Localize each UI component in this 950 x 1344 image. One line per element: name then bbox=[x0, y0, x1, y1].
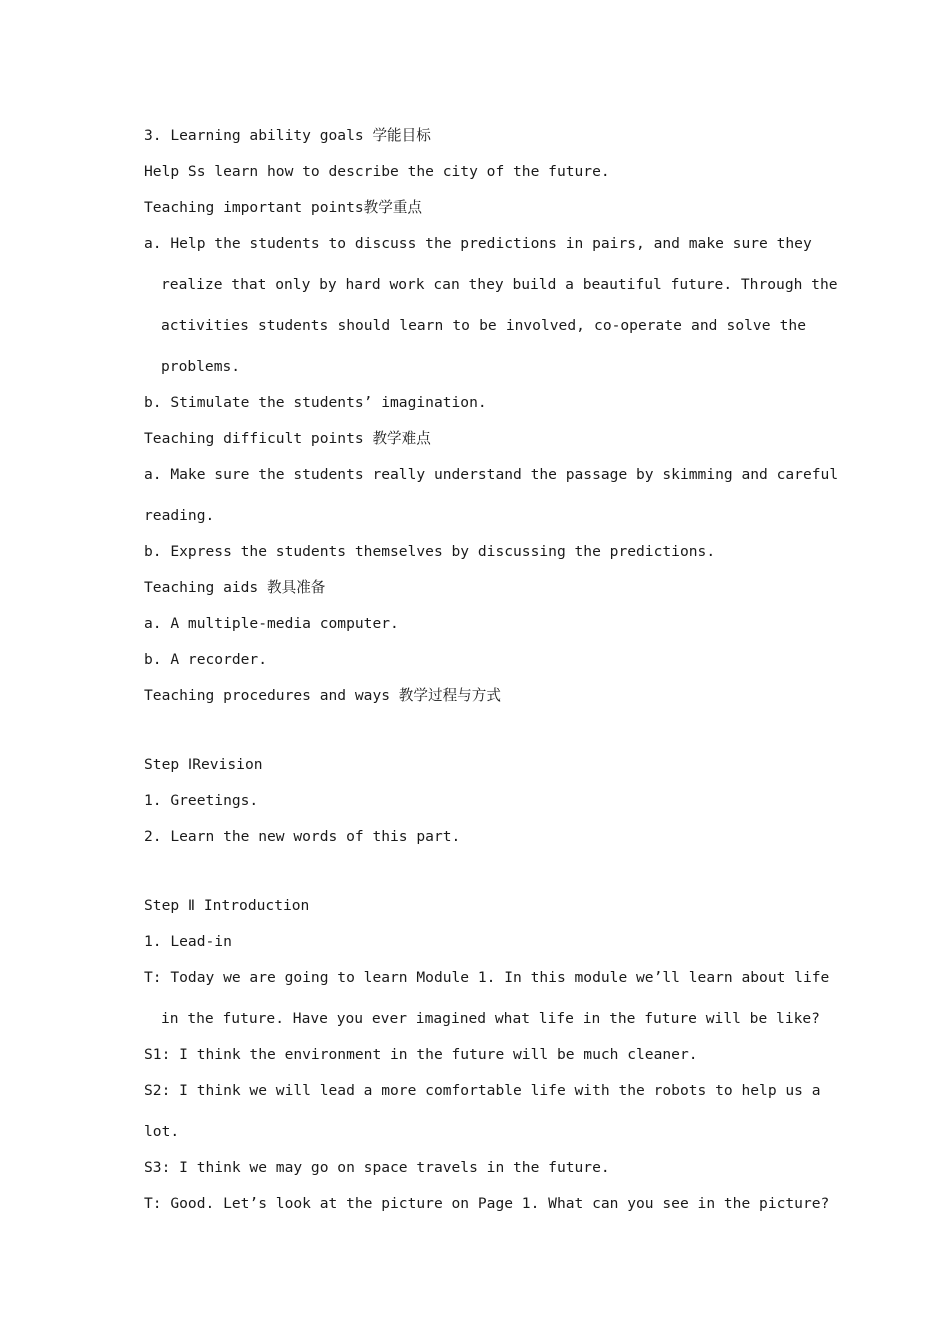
dialogue-t-picture: T: Good. Let’s look at the picture on Page 1. What can you see in the picture? bbox=[144, 1195, 830, 1212]
dialogue-t-line-1: T: Today we are going to learn Module 1. In this module we’ll learn about life bbox=[144, 969, 830, 986]
learning-ability-goals-heading: 3. Learning ability goals 学能目标 bbox=[144, 127, 431, 144]
important-points-heading: Teaching important points教学重点 bbox=[144, 199, 423, 216]
dialogue-s1: S1: I think the environment in the future will be much cleaner. bbox=[144, 1046, 698, 1063]
important-point-a-line-1: a. Help the students to discuss the predictions in pairs, and make sure they bbox=[144, 235, 812, 252]
learning-ability-goals-text: Help Ss learn how to describe the city of the future. bbox=[144, 163, 610, 180]
important-point-a-line-4: problems. bbox=[161, 358, 241, 375]
important-point-b: b. Stimulate the students’ imagination. bbox=[144, 394, 487, 411]
step-1-item-1: 1. Greetings. bbox=[144, 792, 259, 809]
important-point-a-line-3: activities students should learn to be involved, co-operate and solve the bbox=[161, 317, 806, 334]
difficult-point-b: b. Express the students themselves by discussing the predictions. bbox=[144, 543, 716, 560]
dialogue-s2-line-2: lot. bbox=[144, 1123, 180, 1140]
step-2-heading: Step Ⅱ Introduction bbox=[144, 897, 310, 914]
dialogue-s3: S3: I think we may go on space travels in the future. bbox=[144, 1159, 610, 1176]
dialogue-s2-line-1: S2: I think we will lead a more comfortable life with the robots to help us a bbox=[144, 1082, 821, 1099]
teaching-aids-heading: Teaching aids 教具准备 bbox=[144, 579, 326, 596]
dialogue-t-line-2: in the future. Have you ever imagined what life in the future will be like? bbox=[161, 1010, 820, 1027]
difficult-point-a-line-2: reading. bbox=[144, 507, 215, 524]
important-point-a-line-2: realize that only by hard work can they build a beautiful future. Through the bbox=[161, 276, 838, 293]
teaching-aid-a: a. A multiple-media computer. bbox=[144, 615, 399, 632]
teaching-procedures-heading: Teaching procedures and ways 教学过程与方式 bbox=[144, 687, 501, 704]
difficult-points-heading: Teaching difficult points 教学难点 bbox=[144, 430, 431, 447]
step-2-item-1: 1. Lead-in bbox=[144, 933, 232, 950]
step-1-heading: Step ⅠRevision bbox=[144, 756, 263, 773]
difficult-point-a-line-1: a. Make sure the students really understand the passage by skimming and careful bbox=[144, 466, 839, 483]
step-1-item-2: 2. Learn the new words of this part. bbox=[144, 828, 461, 845]
teaching-aid-b: b. A recorder. bbox=[144, 651, 268, 668]
